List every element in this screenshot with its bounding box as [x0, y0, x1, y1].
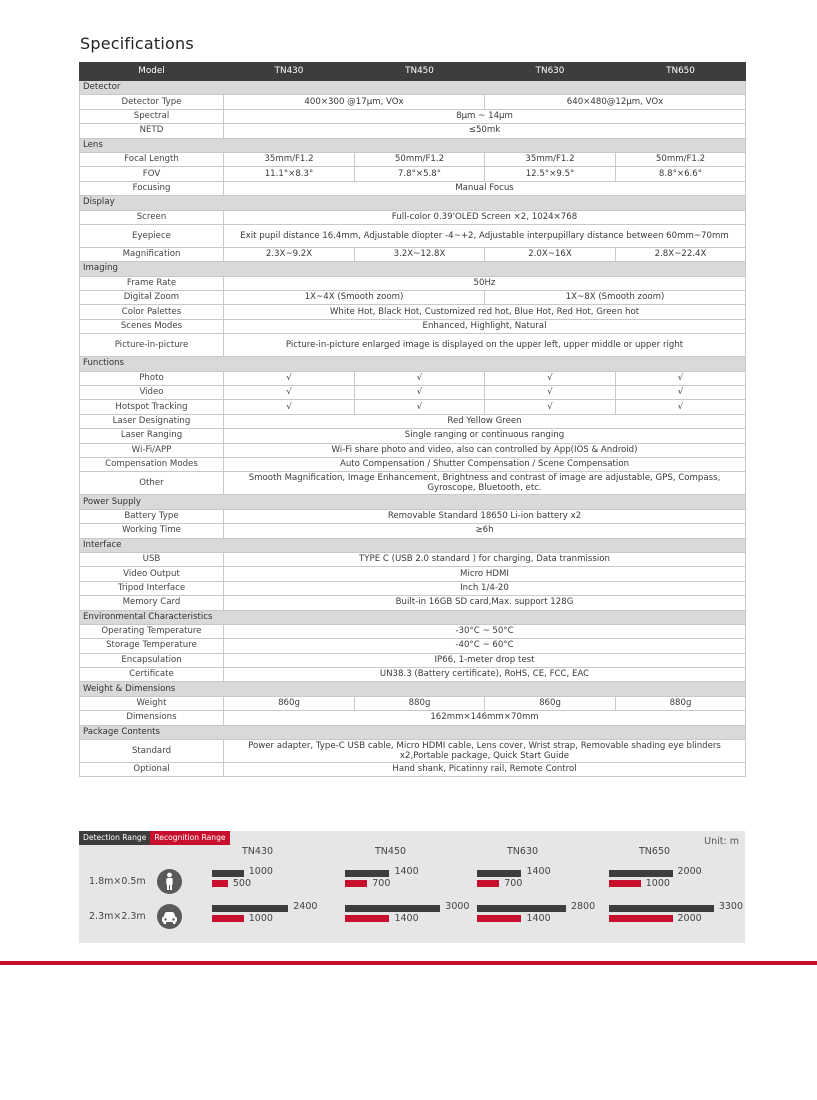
table-cell: √ [355, 400, 485, 414]
table-cell: White Hot, Black Hot, Customized red hot, Blue Hot, Red Hot, Green hot [224, 305, 746, 319]
table-row [80, 509, 746, 523]
row-label: Scenes Modes [80, 319, 224, 333]
table-cell: ≥6h [224, 524, 746, 538]
row-label: Battery Type [80, 509, 224, 523]
row-label: NETD [80, 124, 224, 138]
table-row [80, 124, 746, 138]
section-row [80, 610, 746, 624]
table-cell: Hand shank, Picatinny rail, Remote Control [224, 763, 746, 777]
table-cell: 11.1°×8.3° [224, 167, 355, 181]
detection-value: 2400 [293, 901, 318, 912]
table-cell: 162mm×146mm×70mm [224, 711, 746, 725]
header-tn450: TN450 [355, 63, 485, 81]
table-row [80, 400, 746, 414]
section-label: Display [80, 196, 746, 210]
detection-value: 2000 [677, 866, 702, 877]
table-row [80, 224, 746, 247]
detection-bar [609, 905, 714, 912]
table-row [80, 371, 746, 385]
recognition-bar [212, 880, 228, 887]
table-cell: √ [485, 371, 616, 385]
recognition-value: 1400 [526, 913, 551, 924]
section-label: Package Contents [80, 725, 746, 739]
table-cell: Power adapter, Type-C USB cable, Micro HDMI cable, Lens cover, Wrist strap, Removable shading eye blinders x2,Portable package, Quick Start Guide [224, 740, 746, 763]
header-tn630: TN630 [485, 63, 616, 81]
recognition-value: 2000 [677, 913, 702, 924]
table-cell: √ [616, 400, 746, 414]
row-label: Optional [80, 763, 224, 777]
row-label: Detector Type [80, 95, 224, 109]
model-label: TN650 [639, 846, 671, 857]
section-row [80, 81, 746, 95]
table-cell: 1X~4X (Smooth zoom) [224, 291, 485, 305]
row-label: Screen [80, 210, 224, 224]
model-label: TN450 [375, 846, 407, 857]
row-label: Working Time [80, 524, 224, 538]
section-label: Imaging [80, 262, 746, 276]
section-row [80, 138, 746, 152]
row-label: Standard [80, 740, 224, 763]
car-icon [157, 904, 182, 929]
table-cell: UN38.3 (Battery certificate), RoHS, CE, FCC, EAC [224, 668, 746, 682]
table-row [80, 319, 746, 333]
table-row [80, 334, 746, 357]
table-cell: 8.8°×6.6° [616, 167, 746, 181]
table-row [80, 581, 746, 595]
row-label: Laser Designating [80, 414, 224, 428]
detection-bar [345, 870, 389, 877]
table-cell: 880g [355, 696, 485, 710]
table-row [80, 386, 746, 400]
table-row [80, 696, 746, 710]
row-label: Magnification [80, 247, 224, 261]
table-row [80, 711, 746, 725]
table-row [80, 210, 746, 224]
table-cell: 35mm/F1.2 [485, 152, 616, 166]
table-cell: 2.0X~16X [485, 247, 616, 261]
detection-bar [609, 870, 673, 877]
page-title: Specifications [80, 34, 194, 53]
row-label: Weight [80, 696, 224, 710]
section-row [80, 682, 746, 696]
recognition-value: 1000 [645, 878, 670, 889]
legend-detection: Detection Range [79, 831, 150, 845]
section-label: Weight & Dimensions [80, 682, 746, 696]
section-label: Interface [80, 538, 746, 552]
row-label: FOV [80, 167, 224, 181]
table-row [80, 109, 746, 123]
recognition-value: 700 [372, 878, 391, 889]
table-row [80, 291, 746, 305]
table-row [80, 457, 746, 471]
table-cell: √ [224, 371, 355, 385]
detection-value: 2800 [570, 901, 596, 912]
recognition-value: 1000 [248, 913, 273, 924]
recognition-value: 500 [232, 878, 252, 889]
row-label: Dimensions [80, 711, 224, 725]
model-label: TN430 [242, 846, 274, 857]
table-row [80, 181, 746, 195]
table-cell: 8μm ~ 14μm [224, 109, 746, 123]
table-cell: √ [485, 400, 616, 414]
table-cell: Picture-in-picture enlarged image is displayed on the upper left, upper middle or upper right [224, 334, 746, 357]
table-cell: 50mm/F1.2 [616, 152, 746, 166]
table-cell: 880g [616, 696, 746, 710]
table-row [80, 429, 746, 443]
row-label: Hotspot Tracking [80, 400, 224, 414]
row-label: Video Output [80, 567, 224, 581]
row-label: Eyepiece [80, 224, 224, 247]
section-row [80, 495, 746, 509]
table-cell: Removable Standard 18650 Li-ion battery x2 [224, 509, 746, 523]
specifications-table [79, 62, 746, 777]
row-label: Memory Card [80, 596, 224, 610]
table-cell: Micro HDMI [224, 567, 746, 581]
table-row [80, 668, 746, 682]
table-cell: 2.8X~22.4X [616, 247, 746, 261]
table-row [80, 567, 746, 581]
table-cell: 3.2X~12.8X [355, 247, 485, 261]
row-label: Laser Ranging [80, 429, 224, 443]
table-row [80, 524, 746, 538]
table-cell: √ [224, 400, 355, 414]
recognition-bar [212, 915, 244, 922]
table-row [80, 414, 746, 428]
table-row [80, 247, 746, 261]
table-cell: 50mm/F1.2 [355, 152, 485, 166]
table-cell: ≤50mk [224, 124, 746, 138]
table-cell: 860g [224, 696, 355, 710]
row-label: Wi-Fi/APP [80, 443, 224, 457]
table-row [80, 740, 746, 763]
detection-value: 1400 [526, 866, 551, 877]
header-model: Model [80, 63, 224, 81]
row-label: Picture-in-picture [80, 334, 224, 357]
row-label: Digital Zoom [80, 291, 224, 305]
table-row [80, 763, 746, 777]
range-unit: Unit: m [704, 836, 739, 847]
row-label: USB [80, 552, 224, 566]
table-cell: Auto Compensation / Shutter Compensation / Scene Compensation [224, 457, 746, 471]
table-row [80, 596, 746, 610]
table-row [80, 624, 746, 638]
table-cell: 1X~8X (Smooth zoom) [485, 291, 746, 305]
table-cell: Inch 1/4-20 [224, 581, 746, 595]
section-label: Lens [80, 138, 746, 152]
row-label: Certificate [80, 668, 224, 682]
table-cell: Built-in 16GB SD card,Max. support 128G [224, 596, 746, 610]
table-cell: 35mm/F1.2 [224, 152, 355, 166]
detection-bar [477, 870, 521, 877]
row-label: Photo [80, 371, 224, 385]
detection-value: 1000 [248, 866, 273, 877]
table-cell: Full-color 0.39'OLED Screen ×2, 1024×768 [224, 210, 746, 224]
recognition-bar [477, 915, 521, 922]
table-cell: 860g [485, 696, 616, 710]
row-label: Color Palettes [80, 305, 224, 319]
table-cell: Wi-Fi share photo and video, also can controlled by App(IOS & Android) [224, 443, 746, 457]
target-size-label: 1.8m×0.5m [89, 876, 146, 887]
table-cell: √ [355, 386, 485, 400]
table-row [80, 653, 746, 667]
recognition-bar [345, 880, 367, 887]
recognition-bar [477, 880, 499, 887]
table-row [80, 95, 746, 109]
table-row [80, 472, 746, 495]
section-label: Environmental Characteristics [80, 610, 746, 624]
table-cell: 640×480@12μm, VOx [485, 95, 746, 109]
table-cell: √ [355, 371, 485, 385]
table-row [80, 276, 746, 290]
table-cell: -40°C ~ 60°C [224, 639, 746, 653]
table-row [80, 167, 746, 181]
table-cell: Exit pupil distance 16.4mm, Adjustable diopter -4~+2, Adjustable interpupillary distance between 60mm~70mm [224, 224, 746, 247]
detection-bar [212, 905, 288, 912]
header-tn430: TN430 [224, 63, 355, 81]
table-cell: 2.3X~9.2X [224, 247, 355, 261]
section-label: Detector [80, 81, 746, 95]
recognition-bar [345, 915, 389, 922]
detection-bar [477, 905, 566, 912]
recognition-value: 700 [504, 878, 523, 889]
table-row [80, 305, 746, 319]
section-row [80, 538, 746, 552]
recognition-bar [609, 880, 641, 887]
table-cell: Red Yellow Green [224, 414, 746, 428]
table-cell: √ [616, 386, 746, 400]
table-cell: √ [616, 371, 746, 385]
detection-value: 1400 [394, 866, 419, 877]
table-row [80, 639, 746, 653]
range-chart [79, 831, 745, 943]
row-label: Operating Temperature [80, 624, 224, 638]
table-header-row [80, 63, 746, 81]
table-cell: Manual Focus [224, 181, 746, 195]
table-cell: 400×300 @17μm, VOx [224, 95, 485, 109]
table-cell: 50Hz [224, 276, 746, 290]
range-legend [79, 831, 230, 845]
legend-recognition: Recognition Range [150, 831, 229, 845]
row-label: Frame Rate [80, 276, 224, 290]
table-row [80, 152, 746, 166]
row-label: Focal Length [80, 152, 224, 166]
table-cell: TYPE C (USB 2.0 standard ) for charging, Data tranmission [224, 552, 746, 566]
section-row [80, 262, 746, 276]
table-cell: Smooth Magnification, Image Enhancement, Brightness and contrast of image are adjustable, GPS, Compass, Gyroscope, Bluetooth, etc. [224, 472, 746, 495]
section-label: Functions [80, 357, 746, 371]
table-cell: 7.8°×5.8° [355, 167, 485, 181]
section-row [80, 725, 746, 739]
table-row [80, 443, 746, 457]
row-label: Focusing [80, 181, 224, 195]
section-label: Power Supply [80, 495, 746, 509]
table-cell: Enhanced, Highlight, Natural [224, 319, 746, 333]
detection-bar [345, 905, 440, 912]
header-tn650: TN650 [616, 63, 746, 81]
detection-value: 3300 [718, 901, 743, 912]
row-label: Spectral [80, 109, 224, 123]
table-cell: √ [224, 386, 355, 400]
detection-bar [212, 870, 244, 877]
section-row [80, 196, 746, 210]
table-cell: 12.5°×9.5° [485, 167, 616, 181]
target-size-label: 2.3m×2.3m [89, 911, 146, 922]
row-label: Encapsulation [80, 653, 224, 667]
row-label: Compensation Modes [80, 457, 224, 471]
recognition-value: 1400 [394, 913, 419, 924]
row-label: Other [80, 472, 224, 495]
bottom-divider [0, 961, 817, 965]
recognition-bar [609, 915, 673, 922]
row-label: Video [80, 386, 224, 400]
table-cell: -30°C ~ 50°C [224, 624, 746, 638]
model-label: TN630 [507, 846, 539, 857]
table-cell: √ [485, 386, 616, 400]
detection-value: 3000 [445, 901, 470, 912]
table-cell: IP66, 1-meter drop test [224, 653, 746, 667]
row-label: Tripod Interface [80, 581, 224, 595]
section-row [80, 357, 746, 371]
person-icon [157, 869, 182, 894]
row-label: Storage Temperature [80, 639, 224, 653]
table-cell: Single ranging or continuous ranging [224, 429, 746, 443]
table-row [80, 552, 746, 566]
